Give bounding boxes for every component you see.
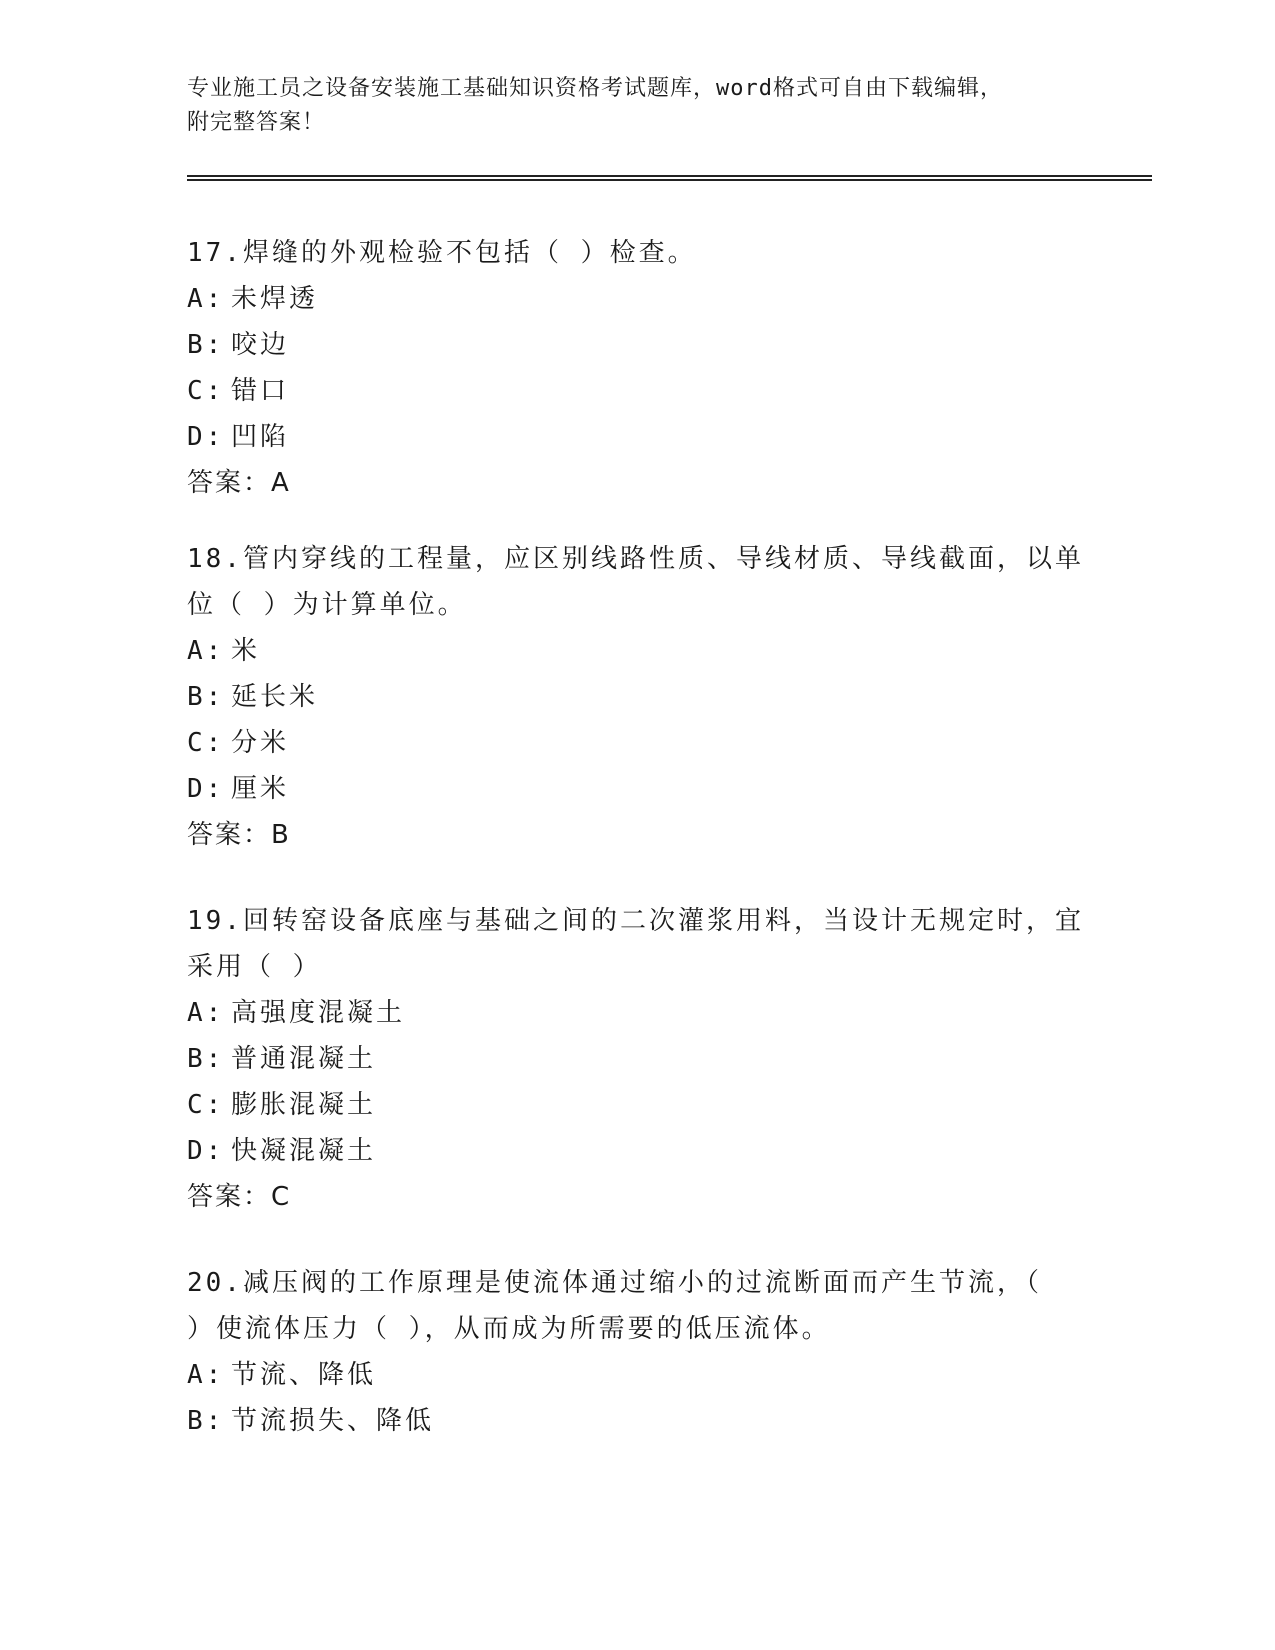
answer-line: 答案：C <box>187 1182 292 1212</box>
answer-line: 答案：A <box>187 468 291 498</box>
option-b <box>187 322 1087 368</box>
header-line-1: 专业施工员之设备安装施工基础知识资格考试题库，word格式可自由下载编辑， <box>187 76 1003 101</box>
document-header <box>187 72 1087 140</box>
option-a <box>187 990 1087 1036</box>
option-text: 米 <box>231 636 261 666</box>
option-letter: D: <box>187 1136 225 1166</box>
option-text: 膨胀混凝土 <box>231 1090 377 1120</box>
option-b <box>187 674 1087 720</box>
question-text-line-2: ）使流体压力（ ），从而成为所需要的低压流体。 <box>187 1314 831 1344</box>
option-b <box>187 1398 1087 1444</box>
option-a <box>187 276 1087 322</box>
option-letter: C: <box>187 728 225 758</box>
option-c <box>187 368 1087 414</box>
question-text-line-1: 18.管内穿线的工程量，应区别线路性质、导线材质、导线截面，以单 <box>187 544 1084 574</box>
question-text-line-1: 19.回转窑设备底座与基础之间的二次灌浆用料，当设计无规定时，宜 <box>187 906 1084 936</box>
option-c <box>187 720 1087 766</box>
header-line-2: 附完整答案！ <box>187 110 326 135</box>
option-d <box>187 1128 1087 1174</box>
option-text: 错口 <box>231 376 290 406</box>
option-letter: D: <box>187 422 225 452</box>
option-letter: C: <box>187 376 225 406</box>
option-letter: A: <box>187 284 225 314</box>
option-letter: A: <box>187 998 225 1028</box>
option-letter: C: <box>187 1090 225 1120</box>
option-c <box>187 1082 1087 1128</box>
option-text: 普通混凝土 <box>231 1044 377 1074</box>
option-letter: D: <box>187 774 225 804</box>
option-a <box>187 1352 1087 1398</box>
question-text-line-2: 采用（ ） <box>187 952 322 982</box>
question-text: 17.焊缝的外观检验不包括（ ）检查。 <box>187 238 697 268</box>
option-text: 延长米 <box>231 682 319 712</box>
option-letter: B: <box>187 1044 225 1074</box>
question-17 <box>187 230 1087 506</box>
question-text-line-1: 20.减压阀的工作原理是使流体通过缩小的过流断面而产生节流，（ <box>187 1268 1042 1298</box>
option-text: 厘米 <box>231 774 290 804</box>
option-text: 未焊透 <box>231 284 319 314</box>
option-d <box>187 414 1087 460</box>
header-divider <box>187 175 1152 181</box>
option-letter: A: <box>187 636 225 666</box>
question-19 <box>187 898 1087 1220</box>
option-b <box>187 1036 1087 1082</box>
option-a <box>187 628 1087 674</box>
option-text: 凹陷 <box>231 422 290 452</box>
option-letter: B: <box>187 330 225 360</box>
option-text: 快凝混凝土 <box>231 1136 377 1166</box>
option-text: 节流损失、降低 <box>231 1406 435 1436</box>
question-20 <box>187 1260 1087 1444</box>
option-letter: B: <box>187 682 225 712</box>
option-text: 高强度混凝土 <box>231 998 406 1028</box>
option-text: 咬边 <box>231 330 290 360</box>
option-d <box>187 766 1087 812</box>
question-18 <box>187 536 1087 858</box>
answer-line: 答案：B <box>187 820 291 850</box>
option-letter: B: <box>187 1406 225 1436</box>
option-letter: A: <box>187 1360 225 1390</box>
question-text-line-2: 位（ ）为计算单位。 <box>187 590 467 620</box>
option-text: 分米 <box>231 728 290 758</box>
option-text: 节流、降低 <box>231 1360 377 1390</box>
